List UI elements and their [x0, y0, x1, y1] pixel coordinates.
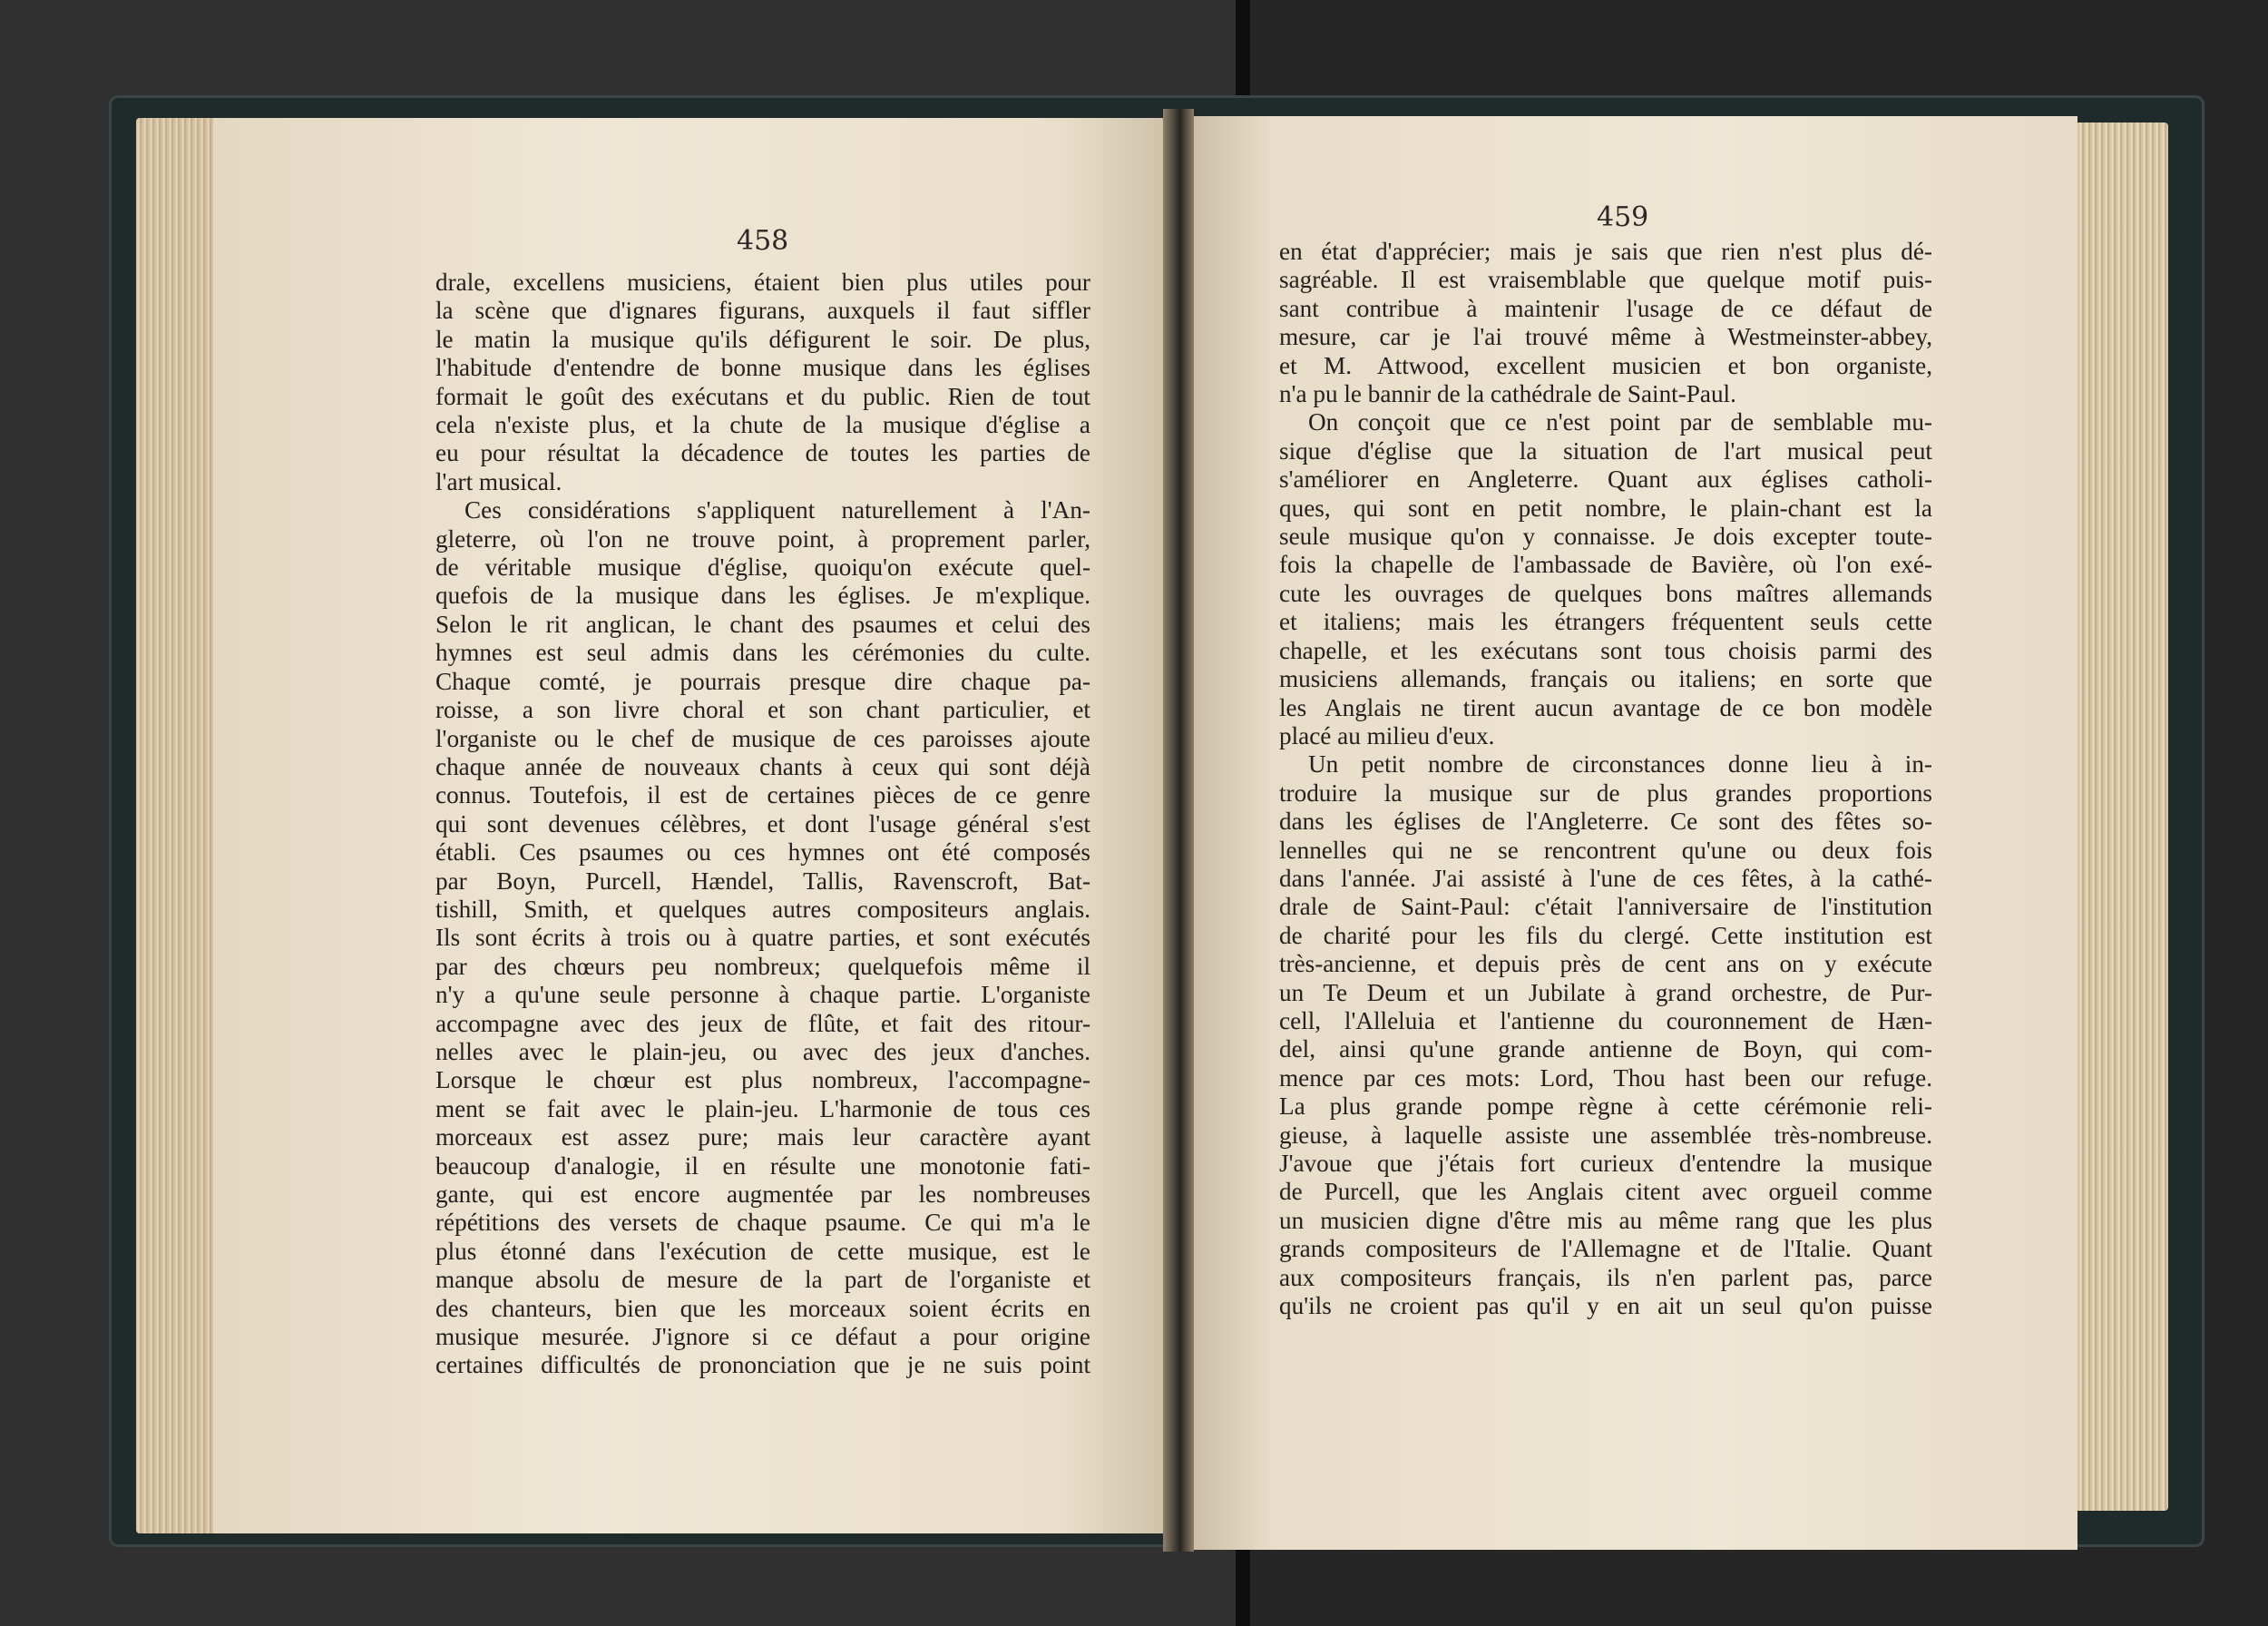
text-line: formait le goût des exécutans et du public. Rien de tout	[435, 382, 1090, 410]
right-page-number: 459	[1597, 201, 1649, 233]
text-line: connus. Toutefois, il est de certaines pièces de ce genre	[435, 781, 1090, 809]
text-line: n'y a qu'une seule personne à chaque partie. L'organiste	[435, 981, 1090, 1009]
text-line: hymnes est seul admis dans les cérémonies du culte.	[435, 639, 1090, 667]
text-line: lennelles qui ne se rencontrent qu'une ou deux fois	[1279, 836, 1932, 864]
text-line: Chaque comté, je pourrais presque dire chaque pa-	[435, 667, 1090, 695]
text-line: ment se fait avec le plain-jeu. L'harmonie de tous ces	[435, 1094, 1090, 1122]
text-line: placé au milieu d'eux.	[1279, 721, 1495, 749]
text-line: Selon le rit anglican, le chant des psaumes et celui des	[435, 610, 1090, 638]
text-line: troduire la musique sur de plus grandes proportions	[1279, 779, 1932, 807]
text-line: nelles avec le plain-jeu, ou avec des jeux d'anches.	[435, 1037, 1090, 1065]
text-line: tishill, Smith, et quelques autres compositeurs anglais.	[435, 895, 1090, 923]
text-line: des chanteurs, bien que les morceaux soient écrits en	[435, 1294, 1090, 1322]
text-line: Lorsque le chœur est plus nombreux, l'accompagne-	[435, 1066, 1090, 1094]
text-line: beaucoup d'analogie, il en résulte une monotonie fati-	[435, 1151, 1090, 1180]
text-line: chaque année de nouveaux chants à ceux qui sont déjà	[435, 752, 1090, 780]
text-line: drale, excellens musiciens, étaient bien plus utiles pour	[435, 269, 1090, 296]
text-line: plus étonné dans l'exécution de cette musique, est le	[435, 1237, 1090, 1265]
text-line: qu'ils ne croient pas qu'il y en ait un seul qu'on puisse	[1279, 1292, 1932, 1320]
text-line: eu pour résultat la décadence de toutes les parties de	[435, 439, 1090, 467]
text-line: sant contribue à maintenir l'usage de ce défaut de	[1279, 294, 1932, 322]
text-line: On conçoit que ce n'est point par de semblable mu-	[1308, 408, 1932, 436]
text-line: La plus grande pompe règne à cette cérémonie reli-	[1279, 1092, 1932, 1121]
text-line: Ils sont écrits à trois ou à quatre parties, et sont exécutés	[435, 924, 1090, 952]
text-line: morceaux est assez pure; mais leur caractère ayant	[435, 1123, 1090, 1151]
text-line: et M. Attwood, excellent musicien et bon organiste,	[1279, 351, 1932, 379]
text-line: drale de Saint-Paul: c'était l'anniversaire de l'institution	[1279, 893, 1932, 921]
text-line: musiciens allemands, français ou italiens; en sorte que	[1279, 665, 1932, 693]
text-line: sique d'église que la situation de l'art musical peut	[1279, 436, 1932, 465]
text-line: quefois de la musique dans les églises. Je m'explique.	[435, 582, 1090, 610]
text-line: par Boyn, Purcell, Hændel, Tallis, Ravenscroft, Bat-	[435, 867, 1090, 895]
text-line: dans les églises de l'Angleterre. Ce sont des fêtes so-	[1279, 808, 1932, 836]
text-line: musique mesurée. J'ignore si ce défaut a pour origine	[435, 1323, 1090, 1351]
page-edges-left	[136, 118, 218, 1533]
text-line: roisse, a son livre choral et son chant particulier, et	[435, 696, 1090, 724]
text-line: un Te Deum et un Jubilate à grand orchestre, de Pur-	[1279, 978, 1932, 1006]
text-line: Ces considérations s'appliquent naturellement à l'An-	[464, 496, 1090, 524]
text-line: dans l'année. J'ai assisté à l'une de ces fêtes, à la cathé-	[1279, 864, 1932, 892]
text-line: cela n'existe plus, et la chute de la musique d'église a	[435, 411, 1090, 439]
text-line: les Anglais ne tirent aucun avantage de ce bon modèle	[1279, 693, 1932, 721]
text-line: un musicien digne d'être mis au même rang que les plus	[1279, 1206, 1932, 1234]
left-page-text	[435, 269, 1090, 1380]
text-line: qui sont devenues célèbres, et dont l'usage général s'est	[435, 809, 1090, 837]
text-line: gieuse, à laquelle assiste une assemblée très-nombreuse.	[1279, 1121, 1932, 1149]
book-gutter	[1163, 109, 1194, 1552]
text-line: l'organiste ou le chef de musique de ces paroisses ajoute	[435, 724, 1090, 752]
text-line: établi. Ces psaumes ou ces hymnes ont été composés	[435, 838, 1090, 867]
text-line: l'art musical.	[435, 467, 562, 495]
text-line: gleterre, où l'on ne trouve point, à proprement parler,	[435, 524, 1090, 553]
text-line: le matin la musique qu'ils défigurent le soir. De plus,	[435, 325, 1090, 353]
text-line: del, ainsi qu'une grande antienne de Boyn, qui com-	[1279, 1035, 1932, 1063]
text-line: de véritable musique d'église, quoiqu'on exécute quel-	[435, 553, 1090, 582]
text-line: et italiens; mais les étrangers fréquentent seuls cette	[1279, 608, 1932, 636]
text-line: J'avoue que j'étais fort curieux d'entendre la musique	[1279, 1150, 1932, 1177]
text-line: accompagne avec des jeux de flûte, et fait des ritour-	[435, 1009, 1090, 1037]
text-line: cell, l'Alleluia et l'antienne du couronnement de Hæn-	[1279, 1006, 1932, 1034]
text-line: mence par ces mots: Lord, Thou hast been our refuge.	[1279, 1063, 1932, 1092]
text-line: ques, qui sont en petit nombre, le plain-chant est la	[1279, 494, 1932, 522]
text-line: répétitions des versets de chaque psaume. Ce qui m'a le	[435, 1209, 1090, 1237]
text-line: fois la chapelle de l'ambassade de Bavière, où l'on exé-	[1279, 551, 1932, 579]
left-page-number: 458	[737, 225, 789, 257]
right-page-text	[1279, 238, 1932, 1320]
text-line: chapelle, et les exécutans sont tous choisis parmi des	[1279, 636, 1932, 664]
text-line: cute les ouvrages de quelques bons maîtres allemands	[1279, 579, 1932, 607]
text-line: par des chœurs peu nombreux; quelquefois même il	[435, 952, 1090, 980]
text-line: aux compositeurs français, ils n'en parlent pas, parce	[1279, 1263, 1932, 1291]
text-line: grands compositeurs de l'Allemagne et de l'Italie. Quant	[1279, 1235, 1932, 1263]
text-line: l'habitude d'entendre de bonne musique dans les églises	[435, 354, 1090, 382]
text-line: certaines difficultés de prononciation que je ne suis point	[435, 1351, 1090, 1379]
text-line: s'améliorer en Angleterre. Quant aux églises catholi-	[1279, 465, 1932, 494]
text-line: gante, qui est encore augmentée par les nombreuses	[435, 1180, 1090, 1208]
text-line: seule musique qu'on y connaisse. Je dois excepter toute-	[1279, 523, 1932, 551]
text-line: très-ancienne, et depuis près de cent ans on y exécute	[1279, 950, 1932, 978]
text-line: de charité pour les fils du clergé. Cette institution est	[1279, 921, 1932, 949]
text-line: la scène que d'ignares figurans, auxquels il faut siffler	[435, 297, 1090, 325]
text-line: n'a pu le bannir de la cathédrale de Saint-Paul.	[1279, 380, 1736, 408]
text-line: en état d'apprécier; mais je sais que rien n'est plus dé-	[1279, 238, 1932, 265]
text-line: Un petit nombre de circonstances donne lieu à in-	[1308, 750, 1932, 779]
text-line: mesure, car je l'ai trouvé même à Westmeinster-abbey,	[1279, 323, 1932, 351]
text-line: de Purcell, que les Anglais citent avec orgueil comme	[1279, 1178, 1932, 1206]
text-line: manque absolu de mesure de la part de l'organiste et	[435, 1266, 1090, 1294]
text-line: sagréable. Il est vraisemblable que quelque motif puis-	[1279, 266, 1932, 294]
